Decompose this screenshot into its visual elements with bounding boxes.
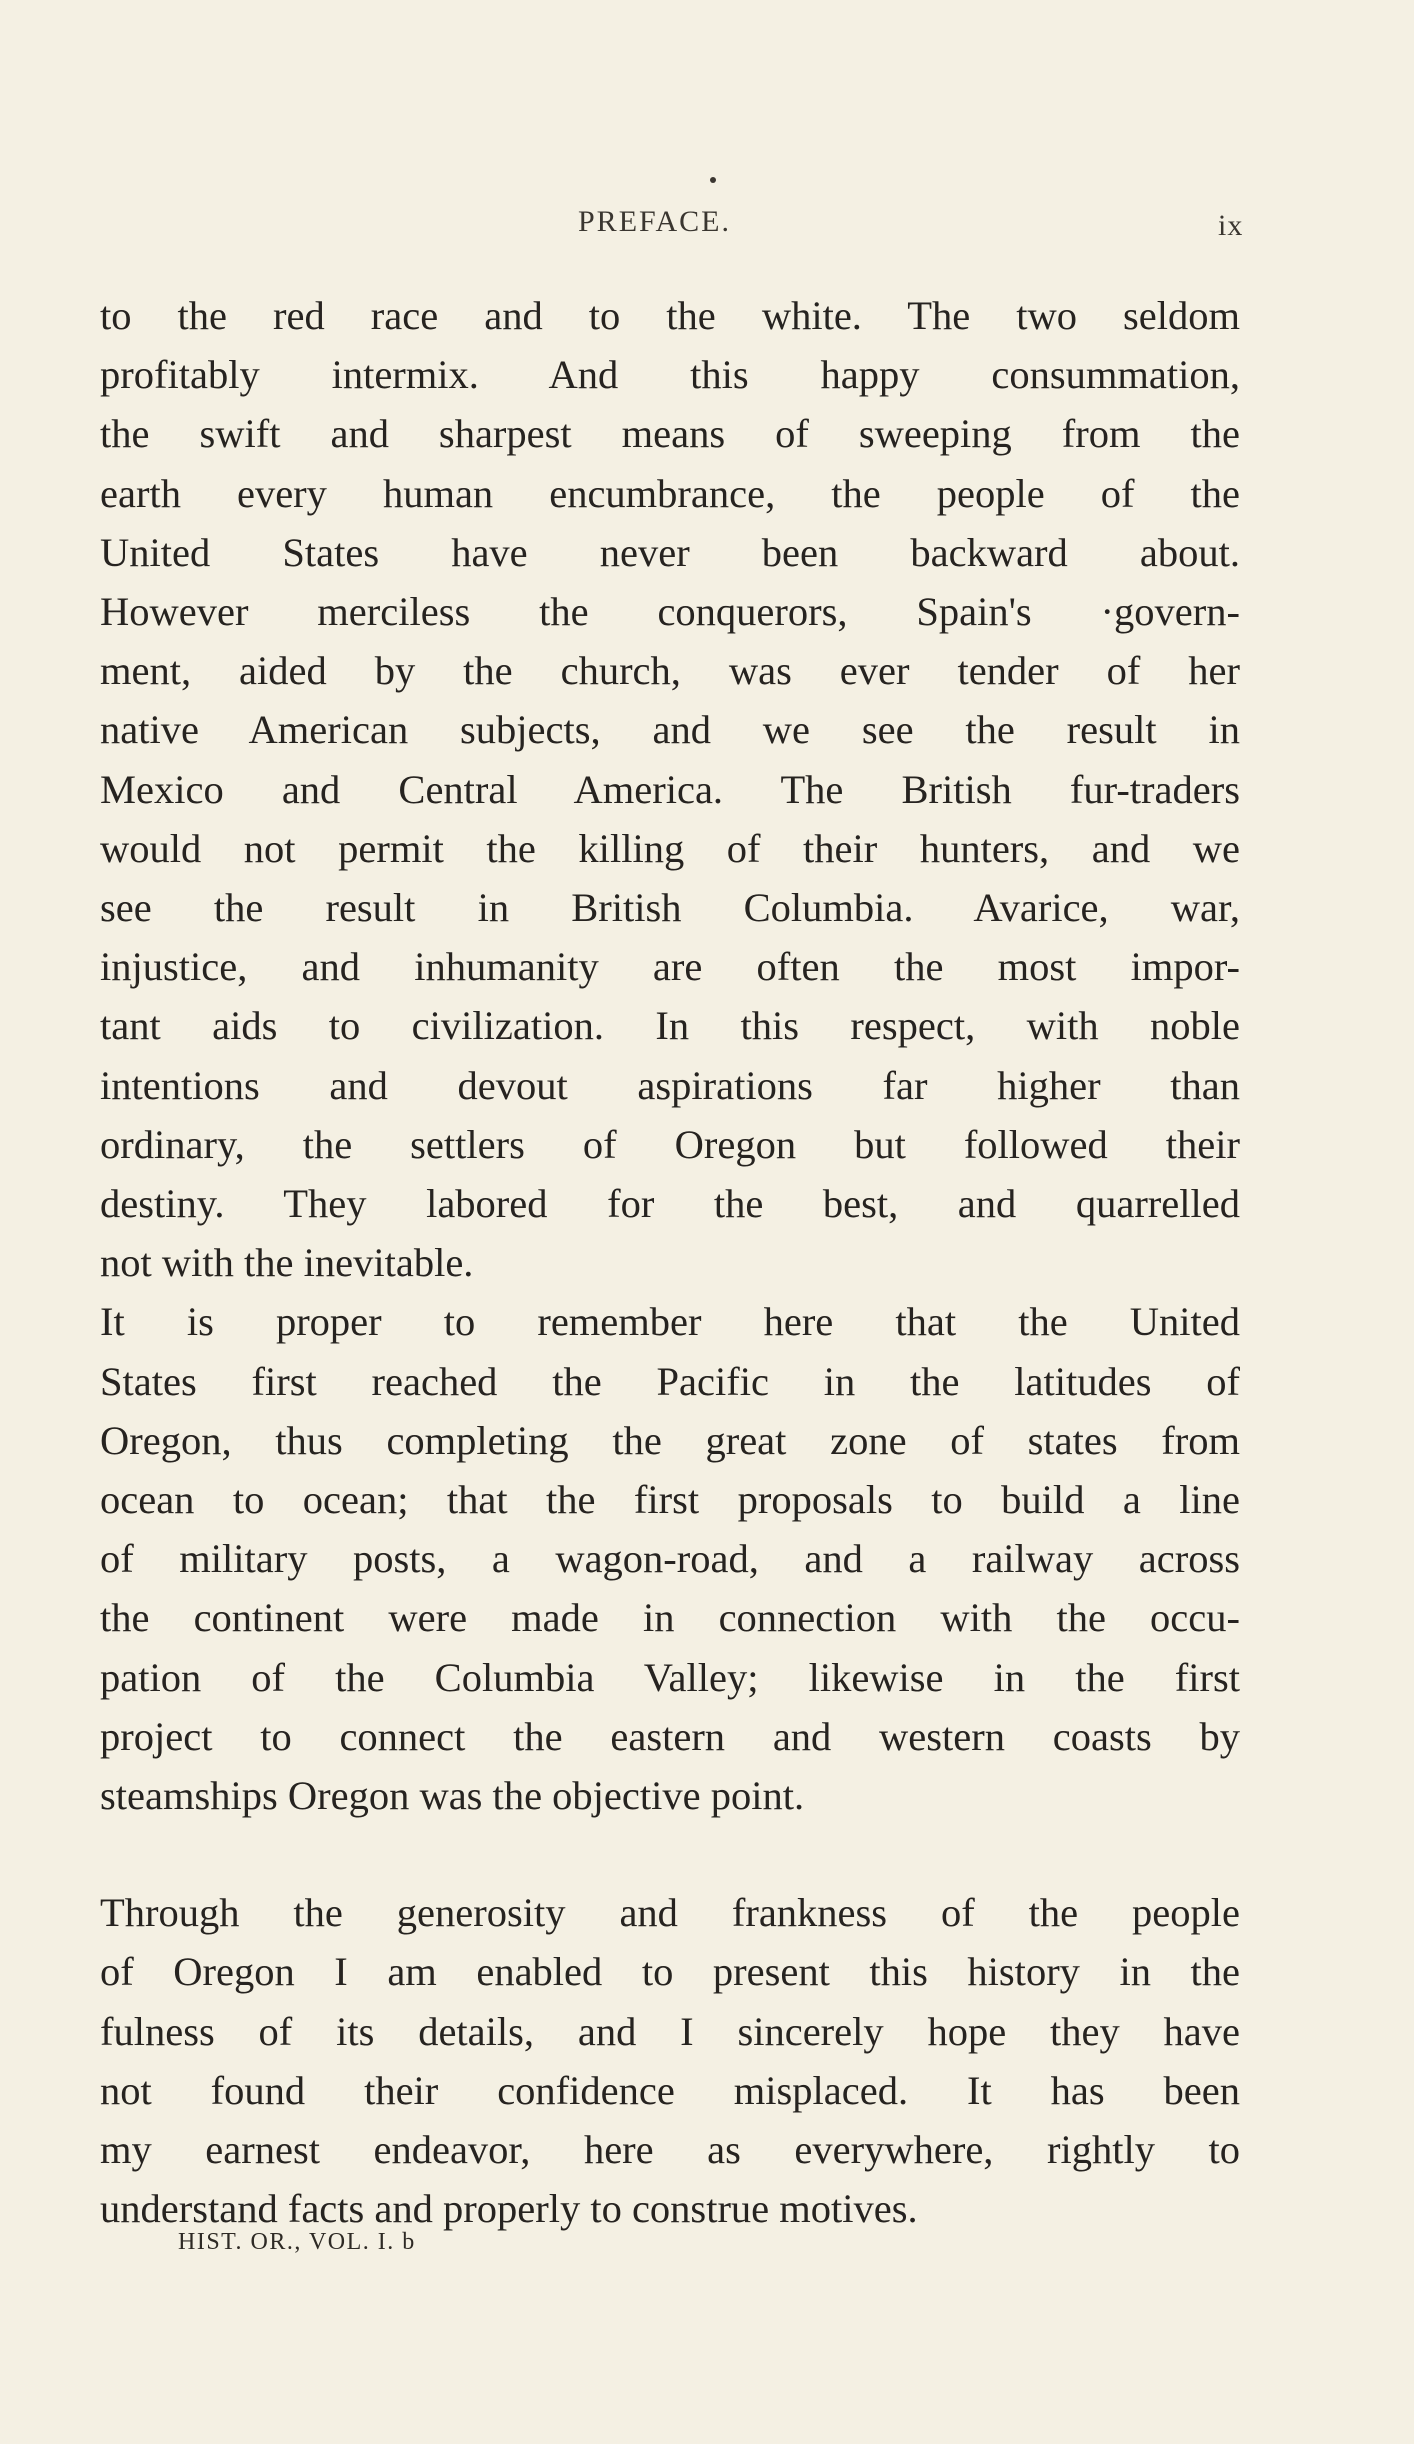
text-line: ordinary, the settlers of Oregon but followed their — [100, 1121, 1240, 1167]
text-line: my earnest endeavor, here as everywhere, rightly to — [100, 2127, 1240, 2173]
text-line: ment, aided by the church, was ever tender of her — [100, 648, 1240, 694]
text-line: not found their confidence misplaced. It has been — [100, 2067, 1240, 2113]
text-line: profitably intermix. And this happy consummation, — [100, 352, 1240, 398]
text-line: the continent were made in connection with the occu- — [100, 1595, 1240, 1641]
running-title: PREFACE. — [578, 205, 731, 238]
text-line: Oregon, thus completing the great zone of states from — [100, 1417, 1240, 1463]
text-line: pation of the Columbia Valley; likewise in the first — [100, 1654, 1240, 1700]
paragraph-2 — [100, 1292, 1240, 1825]
text-line: fulness of its details, and I sincerely hope they have — [100, 2008, 1240, 2054]
text-line: ocean to ocean; that the first proposals to build a line — [100, 1477, 1240, 1523]
text-line: would not permit the killing of their hunters, and we — [100, 825, 1240, 871]
text-line: of military posts, a wagon-road, and a railway across — [100, 1536, 1240, 1582]
text-line: However merciless the conquerors, Spain's ·govern- — [100, 589, 1240, 635]
body-text — [100, 286, 1240, 2239]
text-line: tant aids to civilization. In this respect, with noble — [100, 1003, 1240, 1049]
text-line: to the red race and to the white. The two seldom — [100, 293, 1240, 338]
text-line: Mexico and Central America. The British fur-traders — [100, 766, 1240, 812]
text-line: It is proper to remember here that the United — [100, 1299, 1240, 1345]
text-line: earth every human encumbrance, the people of the — [100, 470, 1240, 516]
text-line: injustice, and inhumanity are often the most impor- — [100, 944, 1240, 990]
section-gap — [100, 1825, 1240, 1883]
text-line: of Oregon I am enabled to present this history in the — [100, 1949, 1240, 1995]
signature-mark: HIST. OR., VOL. I. b — [178, 2229, 416, 2255]
text-line: understand facts and properly to construe motives. — [100, 2186, 918, 2232]
paragraph-1 — [100, 286, 1240, 1292]
text-line: native American subjects, and we see the result in — [100, 707, 1240, 753]
text-line: steamships Oregon was the objective point. — [100, 1773, 805, 1819]
text-line: project to connect the eastern and western coasts by — [100, 1713, 1240, 1759]
paragraph-3 — [100, 1883, 1240, 2238]
text-line: not with the inevitable. — [100, 1240, 474, 1286]
running-head — [0, 205, 1414, 245]
text-line: intentions and devout aspirations far higher than — [100, 1062, 1240, 1108]
text-line: States first reached the Pacific in the latitudes of — [100, 1358, 1240, 1404]
text-line: Through the generosity and frankness of the people — [100, 1890, 1240, 1936]
text-line: the swift and sharpest means of sweeping from the — [100, 411, 1240, 457]
page-number: ix — [1218, 209, 1244, 242]
text-line: see the result in British Columbia. Avarice, war, — [100, 885, 1240, 931]
ornament-dot — [710, 177, 716, 183]
text-line: destiny. They labored for the best, and quarrelled — [100, 1181, 1240, 1227]
text-line: United States have never been backward about. — [100, 529, 1240, 575]
